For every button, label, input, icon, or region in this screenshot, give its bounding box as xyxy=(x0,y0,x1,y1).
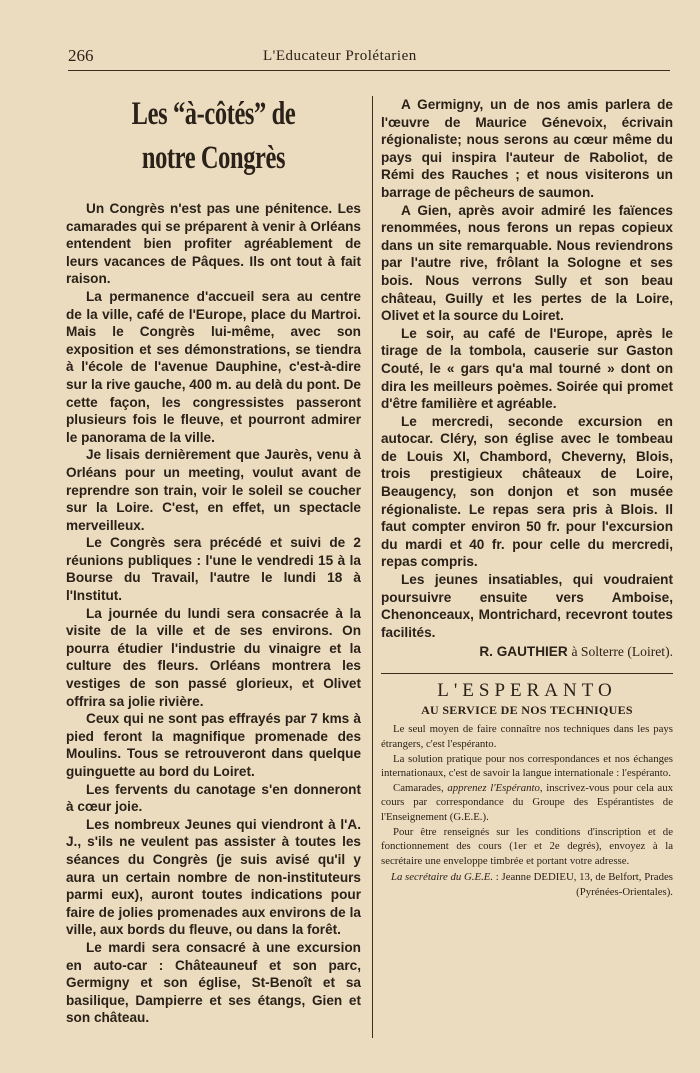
signature-place: à Solterre (Loiret). xyxy=(571,644,673,660)
article-paragraph: A Gien, après avoir admiré les faïences renommées, nous ferons un repas copieux dans un site remarquable. Nous reviendrons par l'autre rive, frôlant la Sologne et ses bois. Nous verrons Sully et son beau château, Guilly et les pertes de la Loire, Olivet et la source du Loiret. xyxy=(381,202,673,324)
article-paragraph: La permanence d'accueil sera au centre de la ville, café de l'Europe, place du Martroi. Mais le Congrès lui-même, avec son exposition et ses démonstrations, se tiendra à l'école de l'avenue Dauphine, c'est-à-dire sur la rive gauche, 400 m. au delà du pont. De cette façon, les congressistes passeront plusieurs fois le fleuve, et pourront admirer le panorama de la ville. xyxy=(66,288,361,445)
article-signature xyxy=(381,641,673,663)
article-paragraph: Les fervents du canotage s'en donneront à cœur joie. xyxy=(66,781,361,815)
article-title: Les “à-côtés” de notre Congrès xyxy=(131,96,296,176)
esperanto-box xyxy=(381,680,673,899)
article-paragraph: Le soir, au café de l'Europe, après le tirage de la tombola, causerie sur Gaston Couté, le « gars qu'a mal tourné » dont on dira les meilleurs poèmes. Soirée qui promet d'être familière et agréable. xyxy=(381,325,673,412)
signature-name: R. GAUTHIER xyxy=(479,644,568,660)
journal-title: L'Educateur Prolétarien xyxy=(263,48,417,64)
page-header xyxy=(68,46,670,71)
article-paragraph: A Germigny, un de nos amis parlera de l'œuvre de Maurice Génevoix, écrivain régionaliste; nous serons au cœur même du pays qui inspira l'auteur de Raboliot, de Rémi des Rauches ; et nous visiterons un barrage de pêcheurs de saumon. xyxy=(381,97,673,200)
esperanto-paragraph: La solution pratique pour nos correspondances et nos échanges internationaux, c'est de savoir la langue internationale : l'espéranto. xyxy=(381,752,673,780)
esperanto-paragraph: Le seul moyen de faire connaître nos techniques dans les pays étrangers, c'est l'espéranto. xyxy=(381,723,673,750)
left-column xyxy=(66,92,361,1027)
article-paragraph: Un Congrès n'est pas une pénitence. Les camarades qui se préparent à venir à Orléans entendent bien profiter agréablement de leurs vacances de Pâques. Ils ont tout à fait raison. xyxy=(66,201,361,287)
esperanto-paragraph xyxy=(381,781,673,825)
article-paragraph: Je lisais dernièrement que Jaurès, venu à Orléans pour un meeting, voulut avant de reprendre son train, voir le soleil se coucher sur la Loire. C'est, en effet, un spectacle merveilleux. xyxy=(66,447,361,533)
column-divider xyxy=(372,96,373,1038)
section-rule xyxy=(381,673,673,674)
article-paragraph: Le Congrès sera précédé et suivi de 2 réunions publiques : l'une le vendredi 15 à la Bourse du Travail, l'autre le lundi 18 à l'Institut. xyxy=(66,535,361,604)
p3-start: Camarades, xyxy=(393,781,448,794)
article-paragraph: Les jeunes insatiables, qui voudraient poursuivre ensuite vers Amboise, Chenonceaux, Montrichard, recevront toutes facilités. xyxy=(381,572,673,640)
esperanto-signature xyxy=(381,870,673,899)
article-paragraph: Le mardi sera consacré à une excursion en auto-car : Châteauneuf et son parc, Germigny et son église, St-Benoît et sa basilique, Dampierre et ses étangs, Gien et son château. xyxy=(66,939,361,1026)
esperanto-title: L'ESPERANTO xyxy=(437,680,617,702)
article-paragraph: Ceux qui ne sont pas effrayés par 7 kms à pied feront la magnifique promenade des Moulins. Tous se retrouveront dans quelque guinguette au bord du Loiret. xyxy=(66,711,361,779)
right-column xyxy=(381,96,673,900)
p3-end: , inscrivez-vous pour cela aux cours par correspondance du Groupe des Espérantistes de l'Enseignement (G.E.E.). xyxy=(381,781,673,823)
article-paragraph: Les nombreux Jeunes qui viendront à l'A. J., s'ils ne veulent pas assister à toutes les séances du Congrès (je suis avisé qu'il y aura un certain nombre de non-instituteurs parmi eux), auront toutes indications pour faire de jolies promenades aux environs de la ville, aux bords du fleuve, ou dans la forêt. xyxy=(66,816,361,938)
esperanto-subtitle: AU SERVICE DE NOS TECHNIQUES xyxy=(421,703,633,718)
esperanto-paragraph: Pour être renseignés sur les conditions d'inscription et de fonctionnement des cours (1er et 2e degrés), envoyez à la secrétaire une enveloppe timbrée et portant votre adresse. xyxy=(381,825,673,867)
secretary-address: : Jeanne DEDIEU, 13, de Belfort, Prades (Pyrénées-Orientales). xyxy=(493,871,673,898)
article-paragraph: Le mercredi, seconde excursion en autocar. Cléry, son église avec le tombeau de Louis XI, Chambord, Cheverny, Blois, trois prestigieux châteaux de Loire, Beaugency, son donjon et son musée régionaliste. Le repas sera pris à Blois. Il faut compter environ 50 fr. pour l'excursion du mardi et 40 fr. pour celle du mercredi, repas compris. xyxy=(381,413,673,570)
article-paragraph: La journée du lundi sera consacrée à la visite de la ville et de ses environs. On pourra étudier l'industrie du vinaigre et la culture des fleurs. Orléans montrera les vestiges de son passé glorieux, et Olivet offrira sa jolie rivière. xyxy=(66,605,361,709)
p3-italic: apprenez l'Espéranto xyxy=(447,781,540,794)
page-number: 266 xyxy=(68,46,94,65)
secretary-label: La secrétaire du G.E.E. xyxy=(390,871,494,884)
